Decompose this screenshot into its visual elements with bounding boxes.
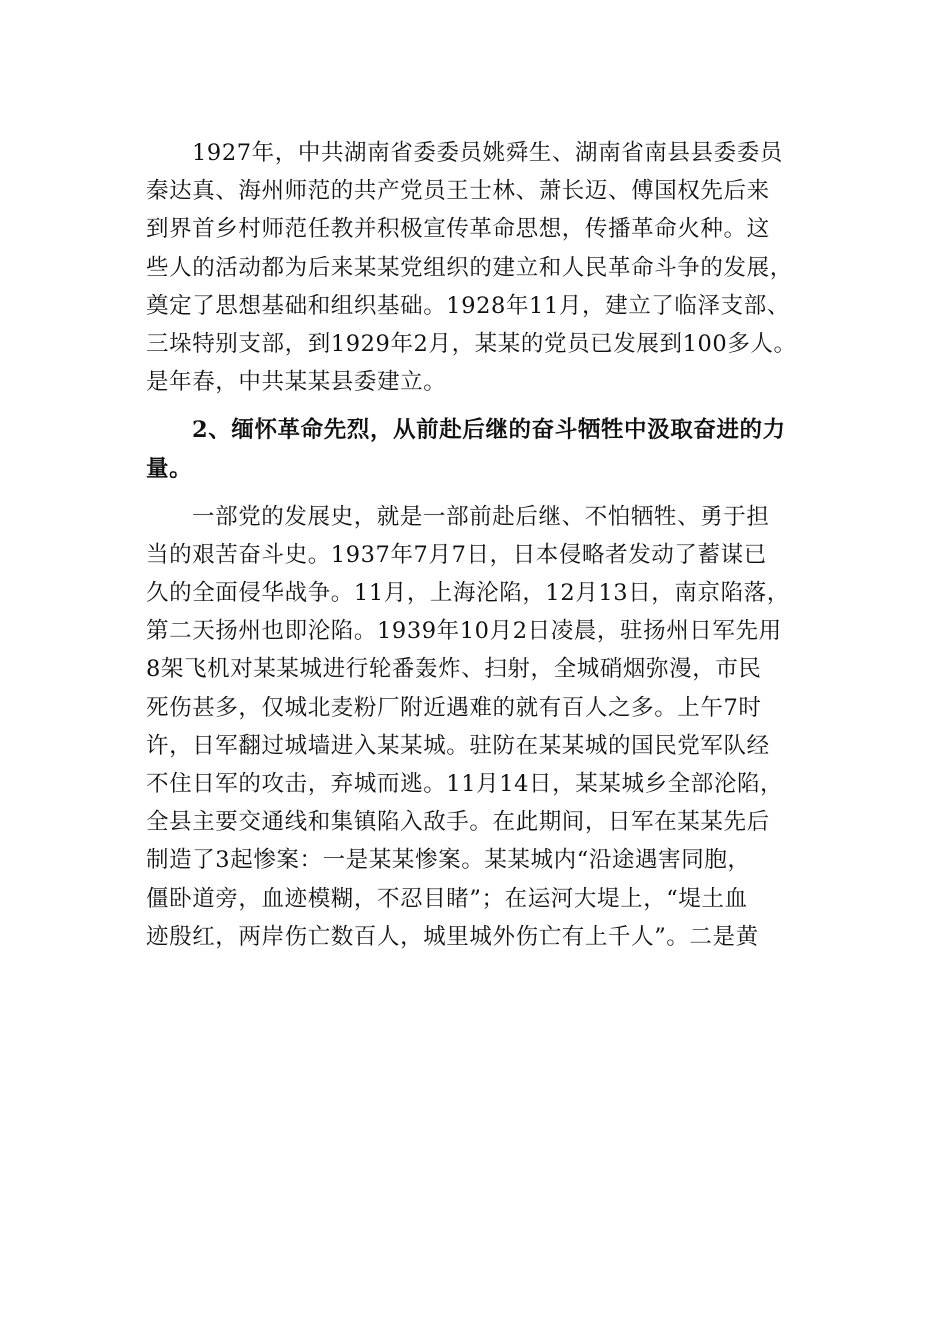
paragraph-1-line-1: 1927年，中共湖南省委委员姚舜生、湖南省南县县委委员 (192, 140, 783, 166)
paragraph-2-line-11: 僵卧道旁，血迹模糊，不忍目睹”；在运河大堤上，“堤土血 (146, 885, 748, 912)
paragraph-1-line-2: 秦达真、海州师范的共产党员王士林、萧长迈、傅国权先后来 (146, 178, 770, 205)
paragraph-2-line-9: 全县主要交通线和集镇陷入敌手。在此期间，日军在某某先后 (146, 809, 770, 836)
paragraph-2-line-12: 迹殷红，两岸伤亡数百人，城里城外伤亡有上千人”。二是黄 (146, 923, 759, 950)
paragraph-2-line-1: 一部党的发展史，就是一部前赴后继、不怕牺牲、勇于担 (192, 503, 770, 530)
paragraph-2-line-4: 第二天扬州也即沦陷。1939年10月2日凌晨，驻扬州日军先用 (146, 618, 782, 645)
paragraph-2-line-6: 死伤甚多，仅城北麦粉厂附近遇难的就有百人之多。上午7时 (146, 694, 762, 721)
document-body (146, 134, 818, 956)
section-heading-line-1: 2、缅怀革命先烈，从前赴后继的奋斗牺牲中汲取奋进的力 (192, 417, 786, 444)
paragraph-2-line-3: 久的全面侵华战争。11月，上海沦陷，12月13日，南京陷落， (146, 580, 790, 607)
paragraph-1-line-4: 些人的活动都为后来某某党组织的建立和人民革命斗争的发展， (146, 254, 793, 281)
paragraph-2-line-5: 8架飞机对某某城进行轮番轰炸、扫射，全城硝烟弥漫，市民 (146, 656, 762, 683)
paragraph-1-line-3: 到界首乡村师范任教并积极宣传革命思想，传播革命火种。这 (146, 216, 770, 243)
paragraph-1-line-5: 奠定了思想基础和组织基础。1928年11月，建立了临泽支部、 (146, 292, 790, 319)
paragraph-2-line-2: 当的艰苦奋斗史。1937年7月7日，日本侵略者发动了蓄谋已 (146, 541, 767, 568)
paragraph-1-line-6: 三垛特别支部，到1929年2月，某某的党员已发展到100多人。 (146, 330, 797, 357)
paragraph-2-line-10: 制造了3起惨案：一是某某惨案。某某城内“沿途遇害同胞， (146, 847, 751, 874)
paragraph-2-line-8: 不住日军的攻击，弃城而逃。11月14日，某某城乡全部沦陷， (146, 771, 784, 797)
paragraph-1-line-7: 是年春，中共某某县委建立。 (146, 369, 447, 396)
paragraph-2-line-7: 许，日军翻过城墙进入某某城。驻防在某某城的国民党军队经 (146, 732, 770, 759)
section-heading-line-2: 量。 (146, 455, 193, 482)
